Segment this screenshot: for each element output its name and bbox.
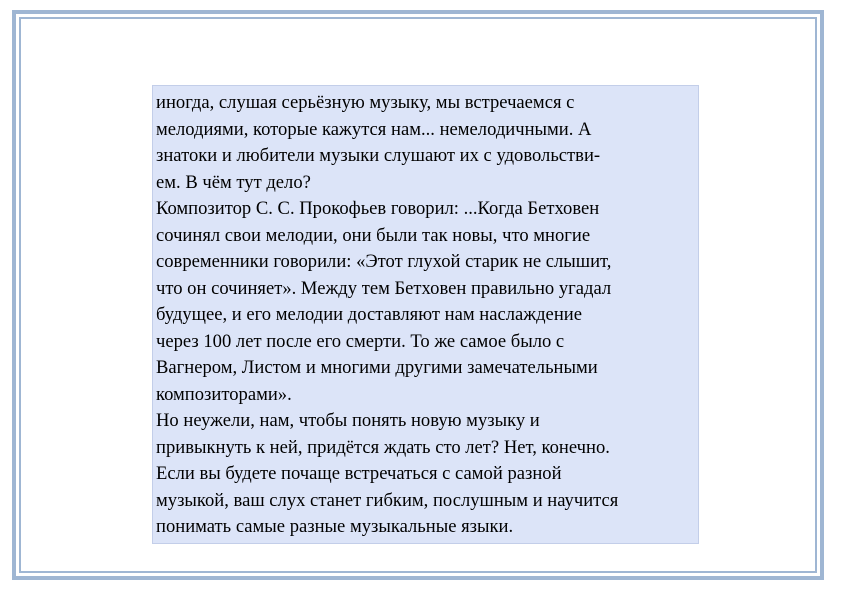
text-line: ем. В чём тут дело?	[156, 171, 311, 193]
text-line: современники говорили: «Этот глухой старик не слышит,	[156, 251, 612, 272]
text-line: иногда, слушая серьёзную музыку, мы встречаемся с	[156, 92, 575, 113]
text-line: музыкой, ваш слух станет гибким, послушным и научится	[156, 489, 619, 511]
text-line: знатоки и любители музыки слушают их с удовольстви-	[156, 145, 601, 166]
text-line: композиторами».	[156, 383, 292, 405]
text-line: сочинял свои мелодии, они были так новы, что многие	[156, 224, 591, 246]
text-line: что он сочиняет». Между тем Бетховен правильно угадал	[156, 277, 612, 299]
text-line: через 100 лет после его смерти. То же самое было с	[156, 330, 565, 352]
text-line: привыкнуть к ней, придётся ждать сто лет? Нет, конечно.	[156, 436, 610, 458]
text-line: Вагнером, Листом и многими другими замечательными	[156, 357, 598, 378]
text-line: будущее, и его мелодии доставляют нам наслаждение	[156, 304, 582, 325]
text-line: Композитор С. С. Прокофьев говорил: ...Когда Бетховен	[156, 198, 600, 219]
text-line: Но неужели, нам, чтобы понять новую музыку и	[156, 410, 540, 431]
text-line: Если вы будете почаще встречаться с самой разной	[156, 463, 562, 484]
text-box	[152, 85, 699, 544]
text-line: понимать самые разные музыкальные языки.	[156, 516, 514, 537]
text-line: мелодиями, которые кажутся нам... немелодичными. А	[156, 118, 592, 140]
